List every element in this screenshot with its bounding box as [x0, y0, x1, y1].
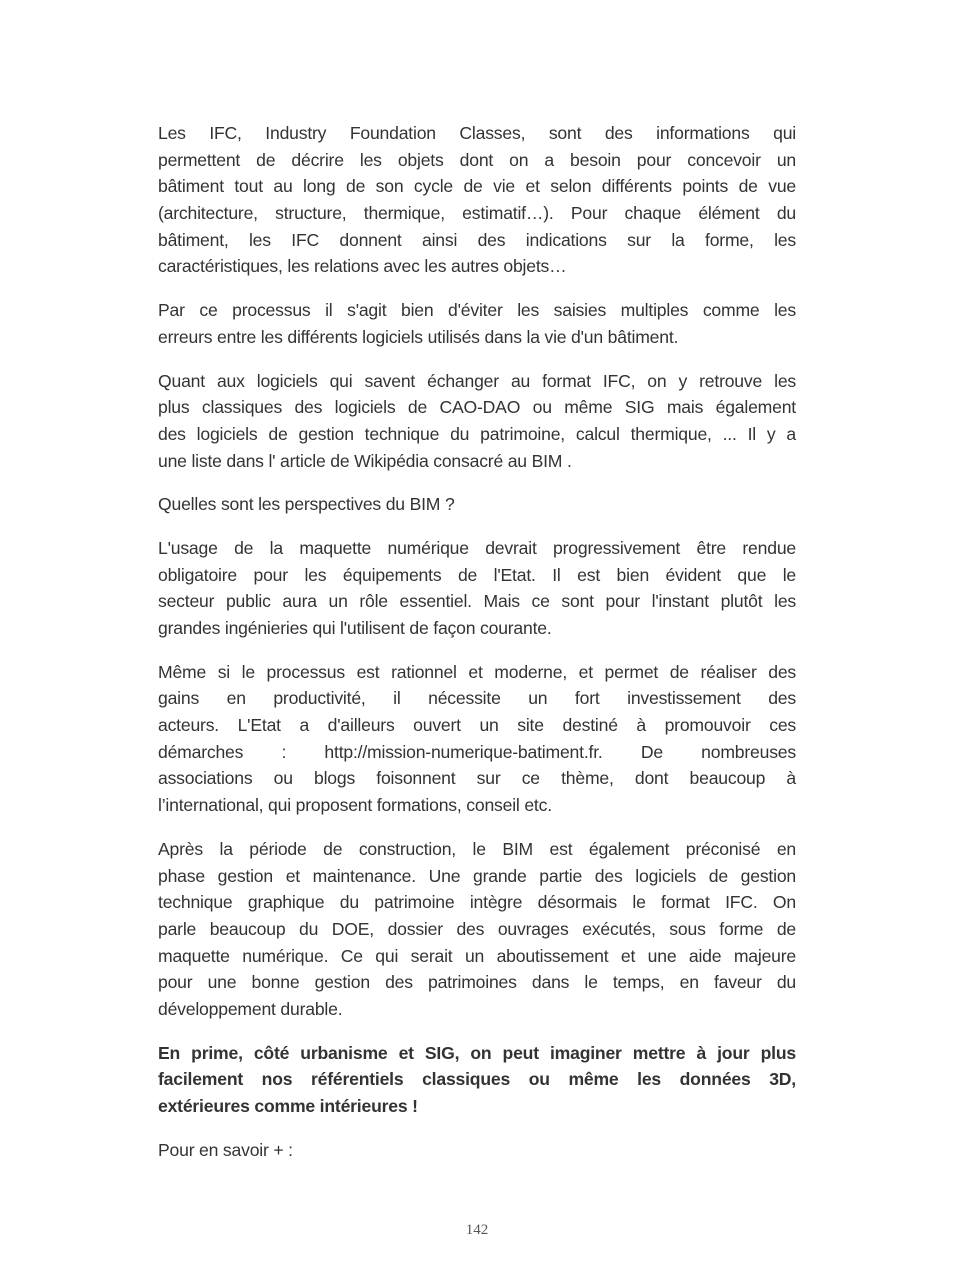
text-line: bâtiment, les IFC donnent ainsi des indications sur la forme, les — [158, 229, 796, 250]
text-line: L'usage de la maquette numérique devrait progressivement être rendue — [158, 537, 796, 558]
text-line: parle beaucoup du DOE, dossier des ouvrages exécutés, sous forme de — [158, 918, 796, 939]
text-line: Les IFC, Industry Foundation Classes, sont des informations qui — [158, 123, 796, 143]
text-line: Quant aux logiciels qui savent échanger au format IFC, on y retrouve les — [158, 370, 796, 391]
text-line: technique graphique du patrimoine intègre désormais le format IFC. On — [158, 892, 796, 913]
paragraph — [158, 535, 796, 642]
paragraph — [158, 659, 796, 819]
text-line: bâtiment tout au long de son cycle de vie et selon différents points de vue — [158, 176, 796, 197]
text-line: des logiciels de gestion technique du patrimoine, calcul thermique, ... Il y a — [158, 423, 796, 444]
text-line: maquette numérique. Ce qui serait un aboutissement et une aide majeure — [158, 945, 796, 966]
text-line: l’international, qui proposent formations, conseil etc. — [158, 795, 552, 816]
paragraph — [158, 297, 796, 350]
text-line: une liste dans l' article de Wikipédia consacré au BIM . — [158, 450, 572, 471]
text-line: caractéristiques, les relations avec les autres objets… — [158, 256, 567, 277]
paragraph — [158, 120, 796, 280]
text-line: obligatoire pour les équipements de l'Etat. Il est bien évident que le — [158, 564, 796, 585]
page-number: 142 — [465, 1222, 489, 1238]
text-line: plus classiques des logiciels de CAO-DAO ou même SIG mais également — [158, 397, 796, 418]
paragraph — [158, 491, 796, 518]
text-line: Par ce processus il s'agit bien d'éviter les saisies multiples comme les — [158, 300, 796, 321]
text-line: En prime, côté urbanisme et SIG, on peut imaginer mettre à jour plus — [158, 1042, 796, 1063]
text-line: acteurs. L'Etat a d'ailleurs ouvert un site destiné à promouvoir ces — [158, 715, 796, 736]
text-line: (architecture, structure, thermique, estimatif…). Pour chaque élément du — [158, 203, 796, 224]
text-line: associations ou blogs foisonnent sur ce thème, dont beaucoup à — [158, 768, 796, 789]
text-line: phase gestion et maintenance. Une grande partie des logiciels de gestion — [158, 865, 796, 886]
text-line: gains en productivité, il nécessite un fort investissement des — [158, 688, 796, 709]
text-line: extérieures comme intérieures ! — [158, 1096, 418, 1116]
text-line: secteur public aura un rôle essentiel. Mais ce sont pour l'instant plutôt les — [158, 591, 796, 612]
text-line: facilement nos référentiels classiques ou même les données 3D, — [158, 1069, 796, 1090]
paragraph — [158, 368, 796, 475]
text-line: pour une bonne gestion des patrimoines dans le temps, en faveur du — [158, 972, 796, 993]
text-line: permettent de décrire les objets dont on a besoin pour concevoir un — [158, 149, 796, 170]
text-line: démarches : http://mission-numerique-batiment.fr. De nombreuses — [158, 741, 796, 762]
text-line: Quelles sont les perspectives du BIM ? — [158, 494, 455, 515]
text-line: Après la période de construction, le BIM est également préconisé en — [158, 838, 796, 859]
paragraph — [158, 836, 796, 1023]
paragraph — [158, 1137, 796, 1164]
text-line: développement durable. — [158, 998, 343, 1019]
text-line: Même si le processus est rationnel et moderne, et permet de réaliser des — [158, 661, 796, 682]
paragraph — [158, 1040, 796, 1120]
text-line: erreurs entre les différents logiciels utilisés dans la vie d'un bâtiment. — [158, 326, 679, 347]
text-line: grandes ingénieries qui l'utilisent de façon courante. — [158, 618, 552, 638]
text-line: Pour en savoir + : — [158, 1139, 293, 1160]
document-body — [158, 120, 796, 1180]
